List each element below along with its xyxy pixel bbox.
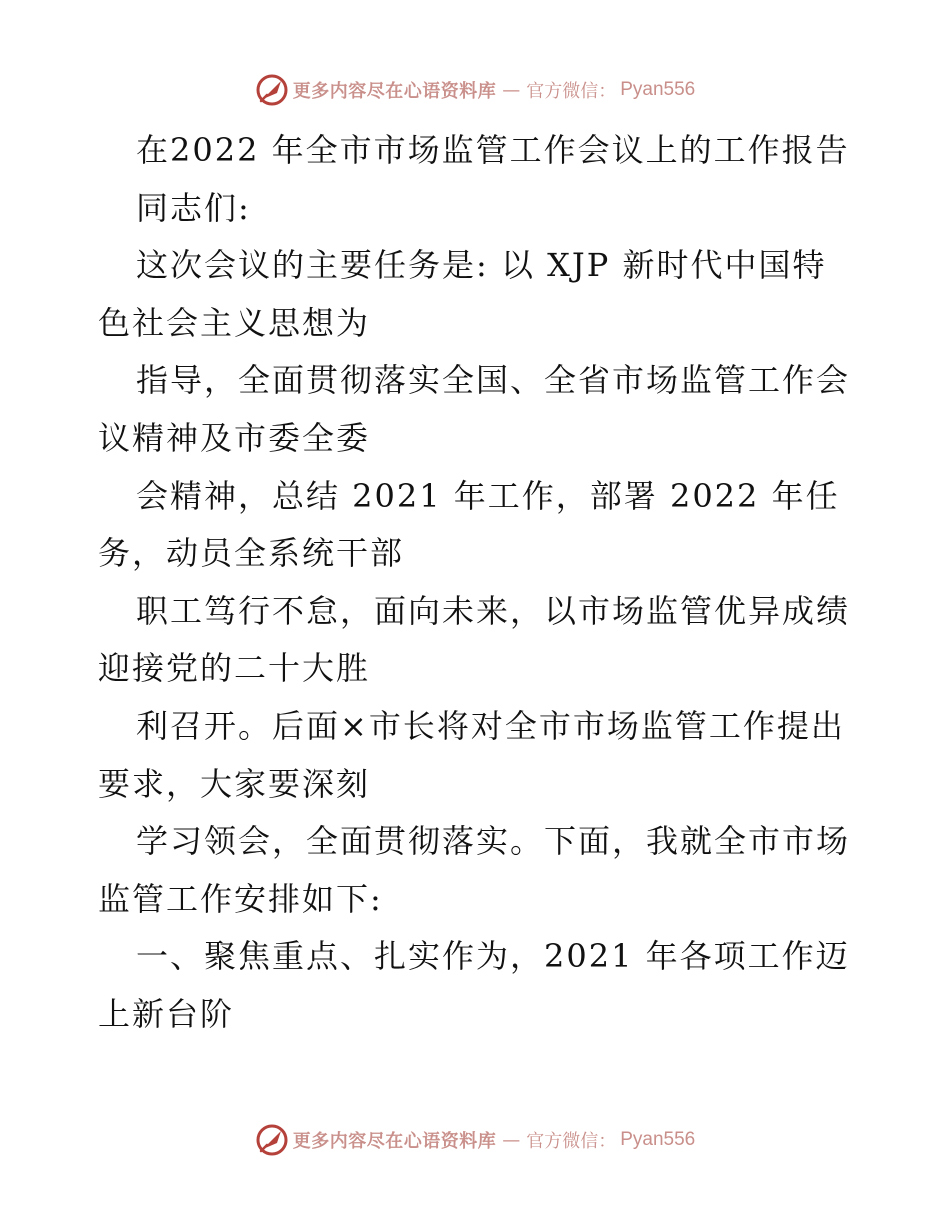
banner-dash: — — [502, 79, 521, 101]
doc-line-14: 监管工作安排如下: — [98, 879, 383, 918]
doc-line-5: 指导，全面贯彻落实全国、全省市场监管工作会 — [136, 361, 851, 400]
doc-line-9: 职工笃行不怠，面向未来，以市场监管优异成绩 — [136, 591, 851, 630]
banner-inner — [255, 1123, 696, 1157]
banner-wechat-label: 官方微信： — [526, 1131, 617, 1152]
doc-line-11: 利召开。后面×市长将对全市市场监管工作提出 — [136, 706, 845, 745]
quill-logo-icon — [255, 73, 289, 107]
doc-line-6: 议精神及市委全委 — [98, 418, 371, 457]
doc-line-10: 迎接党的二十大胜 — [98, 649, 371, 688]
banner-wechat-id: Pyan556 — [620, 1129, 696, 1150]
doc-line-3: 这次会议的主要任务是: 以 XJP 新时代中国特 — [136, 246, 827, 285]
banner-wechat-id: Pyan556 — [620, 79, 696, 100]
doc-line-13: 学习领会，全面贯彻落实。下面，我就全市市场 — [136, 822, 851, 861]
doc-line-4: 色社会主义思想为 — [98, 303, 371, 342]
footer-watermark-banner — [0, 1120, 950, 1160]
banner-wechat-label: 官方微信： — [526, 81, 617, 102]
banner-site-text: 更多内容尽在心语资料库 — [292, 81, 497, 102]
doc-line-12: 要求，大家要深刻 — [98, 764, 371, 803]
banner-dash: — — [502, 1129, 521, 1151]
doc-line-1: 在2022 年全市市场监管工作会议上的工作报告 — [136, 131, 850, 169]
banner-inner — [255, 73, 696, 107]
doc-line-16: 上新台阶 — [98, 994, 235, 1033]
doc-line-7: 会精神，总结 2021 年工作，部署 2022 年任 — [136, 476, 840, 515]
doc-line-15: 一、聚焦重点、扎实作为，2021 年各项工作迈 — [136, 937, 850, 976]
doc-line-2: 同志们: — [136, 188, 251, 227]
header-watermark-banner — [0, 70, 950, 110]
doc-line-8: 务，动员全系统干部 — [98, 534, 405, 573]
document-body — [98, 122, 858, 1044]
quill-logo-icon — [255, 1123, 289, 1157]
banner-site-text: 更多内容尽在心语资料库 — [292, 1131, 497, 1152]
